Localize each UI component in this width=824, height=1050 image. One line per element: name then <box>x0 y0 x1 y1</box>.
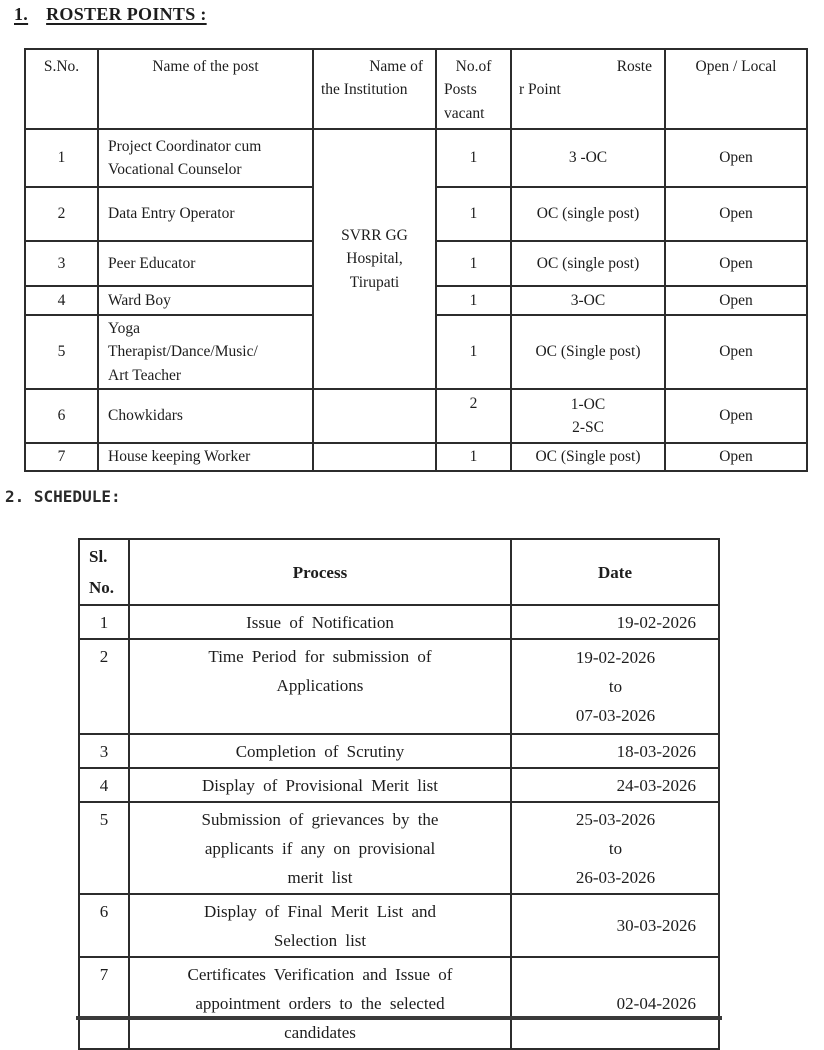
schedule-cell-slno: 2 <box>79 639 129 734</box>
schedule-header-process: Process <box>129 539 511 605</box>
table-row <box>25 389 807 443</box>
table-row <box>79 605 719 639</box>
roster-cell-post: Project Coordinator cum Vocational Counselor <box>98 129 313 187</box>
roster-cell-post: House keeping Worker <box>98 443 313 471</box>
next-section-cutoff-line <box>76 1016 722 1020</box>
table-row <box>25 443 807 471</box>
roster-cell-open: Open <box>665 389 807 443</box>
schedule-cell-process: Issue of Notification <box>129 605 511 639</box>
roster-cell-post: Yoga Therapist/Dance/Music/ Art Teacher <box>98 315 313 389</box>
schedule-header-row <box>79 539 719 605</box>
schedule-cell-process: Time Period for submission of Applications <box>129 639 511 734</box>
roster-cell-vacant: 1 <box>436 286 511 315</box>
roster-cell-open: Open <box>665 286 807 315</box>
roster-cell-roster-point: 3-OC <box>511 286 665 315</box>
table-row <box>79 894 719 957</box>
roster-cell-sno: 4 <box>25 286 98 315</box>
roster-cell-vacant: 1 <box>436 187 511 241</box>
table-row <box>25 129 807 187</box>
table-row <box>79 802 719 894</box>
roster-cell-roster-point: OC (Single post) <box>511 315 665 389</box>
schedule-header-date: Date <box>511 539 719 605</box>
roster-cell-open: Open <box>665 187 807 241</box>
schedule-cell-date: 02-04-2026 <box>511 957 719 1049</box>
table-row <box>79 639 719 734</box>
roster-cell-roster-point: 3 -OC <box>511 129 665 187</box>
roster-cell-institution: SVRR GG Hospital, Tirupati <box>313 129 436 389</box>
roster-cell-post: Ward Boy <box>98 286 313 315</box>
roster-cell-sno: 1 <box>25 129 98 187</box>
roster-cell-institution-empty <box>313 443 436 471</box>
table-row <box>79 957 719 1049</box>
schedule-cell-date: 24-03-2026 <box>511 768 719 802</box>
roster-cell-institution-empty <box>313 389 436 443</box>
schedule-cell-slno: 3 <box>79 734 129 768</box>
table-row <box>79 734 719 768</box>
roster-cell-roster-point: OC (single post) <box>511 187 665 241</box>
roster-cell-vacant: 2 <box>436 389 511 443</box>
roster-cell-sno: 5 <box>25 315 98 389</box>
roster-cell-sno: 3 <box>25 241 98 286</box>
roster-header-open-local: Open / Local <box>665 49 807 129</box>
roster-cell-vacant: 1 <box>436 129 511 187</box>
schedule-cell-process: Display of Provisional Merit list <box>129 768 511 802</box>
roster-cell-sno: 7 <box>25 443 98 471</box>
roster-cell-open: Open <box>665 129 807 187</box>
schedule-cell-date: 25-03-2026 to 26-03-2026 <box>511 802 719 894</box>
schedule-cell-process: Submission of grievances by the applicants if any on provisional merit list <box>129 802 511 894</box>
roster-header-sno: S.No. <box>25 49 98 129</box>
section2-heading: 2. SCHEDULE: <box>5 487 121 506</box>
roster-cell-roster-point: OC (single post) <box>511 241 665 286</box>
schedule-cell-slno: 7 <box>79 957 129 1049</box>
roster-header-post: Name of the post <box>98 49 313 129</box>
roster-cell-open: Open <box>665 315 807 389</box>
roster-header-vacant: No.of Posts vacant <box>436 49 511 129</box>
schedule-header-slno: Sl. No. <box>79 539 129 605</box>
roster-cell-vacant: 1 <box>436 315 511 389</box>
schedule-cell-date: 19-02-2026 <box>511 605 719 639</box>
roster-cell-post: Data Entry Operator <box>98 187 313 241</box>
roster-cell-sno: 2 <box>25 187 98 241</box>
roster-cell-post: Chowkidars <box>98 389 313 443</box>
schedule-cell-process: Completion of Scrutiny <box>129 734 511 768</box>
schedule-cell-slno: 4 <box>79 768 129 802</box>
schedule-cell-slno: 5 <box>79 802 129 894</box>
schedule-table <box>78 538 720 1050</box>
schedule-cell-process: Certificates Verification and Issue of appointment orders to the selected candidates <box>129 957 511 1049</box>
schedule-cell-date: 30-03-2026 <box>511 894 719 957</box>
roster-cell-open: Open <box>665 443 807 471</box>
schedule-cell-date: 19-02-2026 to 07-03-2026 <box>511 639 719 734</box>
schedule-cell-slno: 6 <box>79 894 129 957</box>
section1-number: 1. <box>14 4 29 24</box>
section1-title: ROSTER POINTS : <box>46 4 207 24</box>
roster-cell-sno: 6 <box>25 389 98 443</box>
roster-cell-vacant: 1 <box>436 241 511 286</box>
roster-cell-roster-point: 1-OC 2-SC <box>511 389 665 443</box>
roster-header-roster-point: Roste r Point <box>511 49 665 129</box>
section1-heading <box>14 4 207 25</box>
schedule-cell-process: Display of Final Merit List and Selection list <box>129 894 511 957</box>
schedule-cell-date: 18-03-2026 <box>511 734 719 768</box>
schedule-cell-slno: 1 <box>79 605 129 639</box>
roster-points-table <box>24 48 808 472</box>
roster-header-row <box>25 49 807 129</box>
roster-cell-roster-point: OC (Single post) <box>511 443 665 471</box>
table-row <box>79 768 719 802</box>
roster-cell-open: Open <box>665 241 807 286</box>
roster-header-institution: Name of the Institution <box>313 49 436 129</box>
roster-cell-vacant: 1 <box>436 443 511 471</box>
roster-cell-post: Peer Educator <box>98 241 313 286</box>
